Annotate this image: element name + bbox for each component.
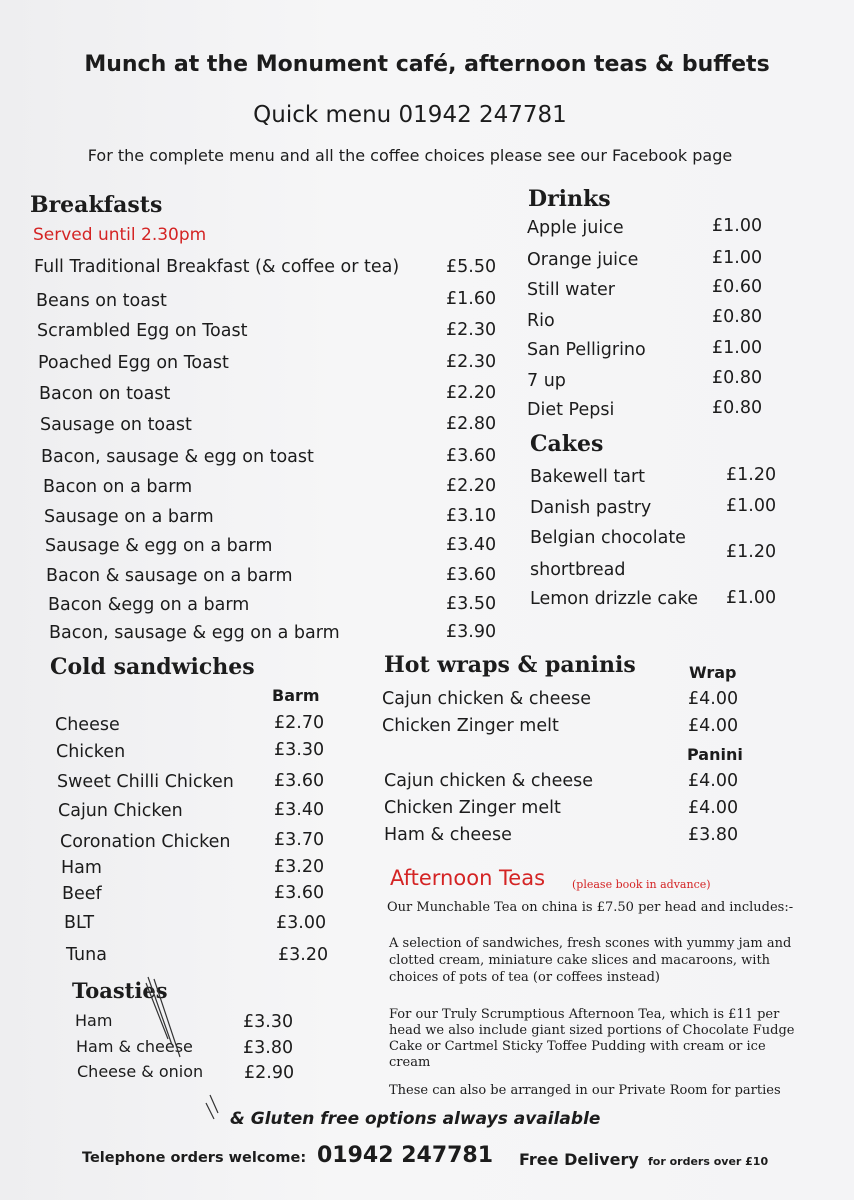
drinks-heading: Drinks [528, 186, 611, 212]
scrumptious-tea-line: For our Truly Scrumptious Afternoon Tea, which is £11 per [389, 1007, 780, 1022]
drink-item-price: £0.80 [712, 398, 763, 418]
sandwich-item-name: Cheese [55, 715, 120, 735]
breakfast-item-name: Full Traditional Breakfast (& coffee or tea) [34, 257, 400, 277]
afternoon-teas-heading: Afternoon Teas [390, 866, 546, 890]
afternoon-teas-intro: Our Munchable Tea on china is £7.50 per head and includes:- [387, 900, 794, 915]
barm-column-label: Barm [272, 686, 320, 705]
breakfast-item-name: Bacon & sausage on a barm [46, 566, 293, 586]
scrumptious-tea-line: cream [389, 1055, 431, 1070]
drink-item-price: £1.00 [712, 248, 763, 268]
menu-title: Munch at the Monument café, afternoon teas & buffets [84, 52, 770, 77]
sandwich-item-name: Coronation Chicken [60, 832, 231, 852]
sandwich-item-name: Tuna [66, 945, 107, 965]
drink-item-name: Rio [527, 311, 555, 331]
drink-item-price: £0.80 [712, 307, 763, 327]
scrumptious-tea-line: head we also include giant sized portions of Chocolate Fudge [389, 1023, 795, 1038]
breakfast-item-price: £3.50 [446, 594, 497, 614]
sandwich-item-price: £3.70 [274, 830, 325, 850]
sandwich-item-price: £2.70 [274, 713, 325, 733]
cold-sandwiches-heading: Cold sandwiches [50, 654, 255, 680]
panini-item-price: £4.00 [688, 771, 739, 791]
telephone-number: 01942 247781 [317, 1143, 494, 1168]
breakfast-item-name: Bacon, sausage & egg on a barm [49, 623, 340, 643]
pen-scratch-mark [140, 975, 220, 1135]
panini-item-price: £4.00 [688, 798, 739, 818]
toastie-item-name: Ham [75, 1011, 113, 1030]
cake-item-name-line2: shortbread [530, 560, 626, 580]
cake-item-name: Bakewell tart [530, 467, 646, 487]
breakfast-item-price: £3.40 [446, 535, 497, 555]
breakfast-item-price: £3.60 [446, 446, 497, 466]
wrap-item-price: £4.00 [688, 716, 739, 736]
cake-item-price: £1.20 [726, 542, 777, 562]
breakfast-item-price: £3.60 [446, 565, 497, 585]
cake-item-price: £1.00 [726, 496, 777, 516]
breakfast-item-name: Bacon, sausage & egg on toast [41, 447, 314, 467]
breakfast-item-price: £2.30 [446, 352, 497, 372]
scrumptious-tea-line: Cake or Cartmel Sticky Toffee Pudding with cream or ice [389, 1039, 766, 1054]
wrap-item-price: £4.00 [688, 689, 739, 709]
breakfast-item-price: £5.50 [446, 257, 497, 277]
delivery-minimum-note: for orders over £10 [648, 1155, 769, 1168]
drink-item-price: £1.00 [712, 338, 763, 358]
sandwich-item-name: BLT [64, 913, 95, 933]
drink-item-name: Still water [527, 280, 615, 300]
breakfast-item-price: £3.10 [446, 506, 497, 526]
wrap-item-name: Chicken Zinger melt [382, 716, 559, 736]
afternoon-teas-desc-line: choices of pots of tea (or coffees instead) [389, 970, 660, 985]
sandwich-item-name: Chicken [56, 742, 126, 762]
toasties-heading: Toasties [72, 978, 168, 1003]
hot-wraps-heading: Hot wraps & paninis [384, 652, 636, 678]
cake-item-name-line1: Belgian chocolate [530, 528, 686, 548]
cake-item-name: Lemon drizzle cake [530, 589, 698, 609]
toastie-item-price: £3.80 [243, 1038, 294, 1058]
breakfast-item-name: Beans on toast [36, 291, 167, 311]
drink-item-price: £1.00 [712, 216, 763, 236]
drink-item-name: 7 up [527, 371, 566, 391]
panini-item-price: £3.80 [688, 825, 739, 845]
breakfast-item-name: Sausage & egg on a barm [45, 536, 273, 556]
panini-item-name: Cajun chicken & cheese [384, 771, 594, 791]
afternoon-teas-desc-line: A selection of sandwiches, fresh scones with yummy jam and [389, 936, 792, 951]
sandwich-item-name: Beef [62, 884, 102, 904]
sandwich-item-name: Sweet Chilli Chicken [57, 772, 234, 792]
breakfast-item-name: Sausage on toast [40, 415, 192, 435]
drink-item-name: Apple juice [527, 218, 624, 238]
wrap-column-label: Wrap [689, 663, 737, 682]
breakfast-item-name: Bacon &egg on a barm [48, 595, 250, 615]
cake-item-name: Danish pastry [530, 498, 652, 518]
breakfast-item-price: £2.20 [446, 476, 497, 496]
breakfast-item-name: Scrambled Egg on Toast [37, 321, 248, 341]
cake-item-price: £1.20 [726, 465, 777, 485]
cake-item-price: £1.00 [726, 588, 777, 608]
panini-item-name: Chicken Zinger melt [384, 798, 561, 818]
breakfast-item-name: Sausage on a barm [44, 507, 214, 527]
breakfast-item-price: £3.90 [446, 622, 497, 642]
drink-item-price: £0.60 [712, 277, 763, 297]
cakes-heading: Cakes [530, 431, 604, 457]
sandwich-item-name: Cajun Chicken [58, 801, 183, 821]
sandwich-item-price: £3.20 [278, 945, 329, 965]
sandwich-item-price: £3.60 [274, 771, 325, 791]
breakfast-item-name: Bacon on a barm [43, 477, 193, 497]
telephone-orders-label: Telephone orders welcome: [82, 1150, 307, 1166]
toastie-item-price: £2.90 [244, 1063, 295, 1083]
panini-item-name: Ham & cheese [384, 825, 512, 845]
breakfast-item-price: £2.20 [446, 383, 497, 403]
breakfasts-served-until: Served until 2.30pm [33, 225, 207, 245]
toastie-item-price: £3.30 [243, 1012, 294, 1032]
drink-item-name: Orange juice [527, 250, 639, 270]
toastie-item-name: Ham & cheese [76, 1037, 193, 1056]
breakfast-item-price: £1.60 [446, 289, 497, 309]
breakfast-item-name: Poached Egg on Toast [38, 353, 229, 373]
quick-menu-phone: Quick menu 01942 247781 [253, 102, 567, 128]
drink-item-name: Diet Pepsi [527, 400, 615, 420]
sandwich-item-price: £3.20 [274, 857, 325, 877]
free-delivery-label: Free Delivery [519, 1150, 639, 1169]
afternoon-teas-booking-note: (please book in advance) [572, 878, 711, 891]
sandwich-item-price: £3.40 [274, 800, 325, 820]
gluten-free-note: & Gluten free options always available [230, 1109, 601, 1129]
panini-column-label: Panini [687, 745, 743, 764]
facebook-note: For the complete menu and all the coffee choices please see our Facebook page [87, 146, 733, 165]
breakfast-item-price: £2.30 [446, 320, 497, 340]
breakfast-item-price: £2.80 [446, 414, 497, 434]
breakfasts-heading: Breakfasts [30, 192, 163, 218]
sandwich-item-price: £3.00 [276, 913, 327, 933]
afternoon-teas-desc-line: clotted cream, miniature cake slices and macaroons, with [389, 953, 771, 968]
sandwich-item-name: Ham [61, 858, 102, 878]
drink-item-name: San Pelligrino [527, 340, 646, 360]
drink-item-price: £0.80 [712, 368, 763, 388]
breakfast-item-name: Bacon on toast [39, 384, 171, 404]
toastie-item-name: Cheese & onion [77, 1062, 204, 1081]
sandwich-item-price: £3.60 [274, 883, 325, 903]
sandwich-item-price: £3.30 [274, 740, 325, 760]
private-room-note: These can also be arranged in our Private Room for parties [389, 1083, 781, 1098]
wrap-item-name: Cajun chicken & cheese [382, 689, 592, 709]
